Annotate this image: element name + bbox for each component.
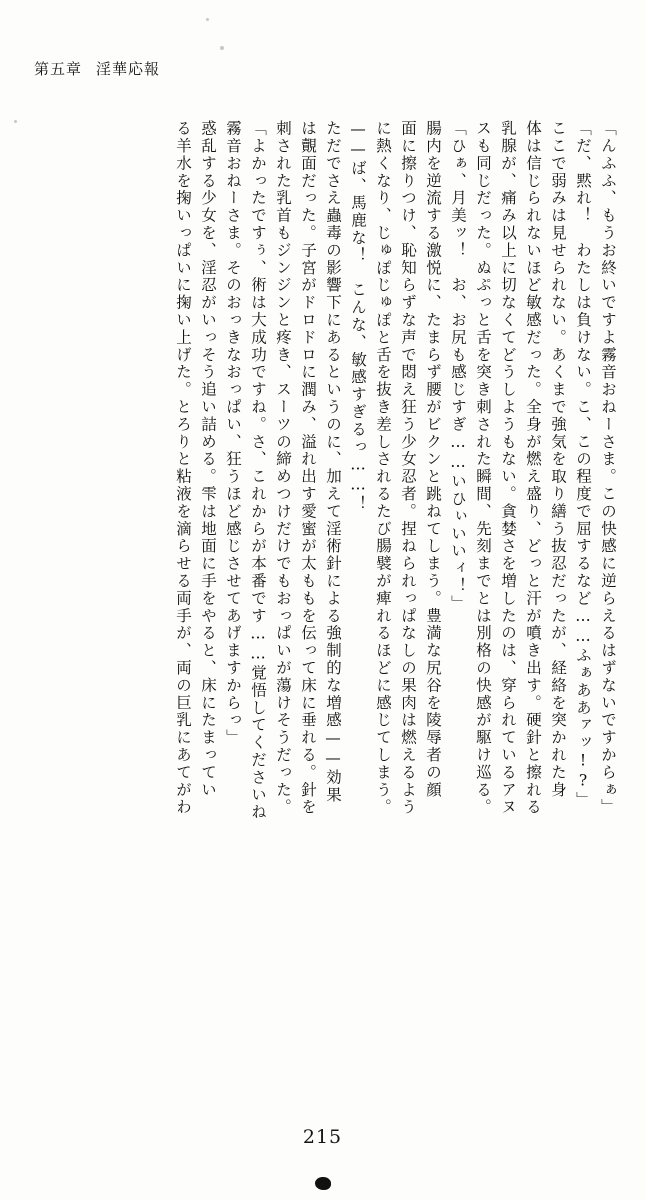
text-column: 体は信じられないほど敏感だった。全身が燃え盛り、どっと汗が噴き出す。硬針と擦れる xyxy=(524,120,542,816)
paper-speck xyxy=(14,120,17,123)
text-column: 乳腺が、痛み以上に切なくてどうしようもない。貪婪さを増したのは、穿られているアヌ xyxy=(499,120,517,816)
text-column: 「よかったですぅ、術は大成功ですね。さ、これからが本番です……覚悟してくださいね xyxy=(249,120,267,821)
text-column: ——ば、馬鹿な！ こんな、敏感すぎるっ……！ xyxy=(349,120,367,513)
chapter-number: 第五章 xyxy=(34,60,83,78)
text-column: る羊水を掬いっぱいに掬い上げた。とろりと粘液を滴らせる両手が、両の巨乳にあてがわ xyxy=(174,120,192,816)
chapter-title: 淫華応報 xyxy=(96,60,161,78)
page-number: 215 xyxy=(302,1126,343,1148)
text-column: 「ひぁ、月美ッ！ お、お尻も感じすぎ……いひぃいいィ！」 xyxy=(449,120,467,613)
ink-blot-decoration xyxy=(315,1177,331,1190)
text-column: 「だ、黙れ！ わたしは負けない。こ、この程度で屈するなど……ふぁああァッ!?」 xyxy=(574,120,592,809)
text-column: ただでさえ蟲毒の影響下にあるというのに、加えて淫術針による強制的な増感——効果 xyxy=(324,120,342,804)
text-column: 面に擦りつけ、恥知らずな声で悶え狂う少女忍者。捏ねられっぱなしの果肉は燃えるよう xyxy=(399,120,417,816)
text-column: 刺された乳首もジンジンと疼き、スーツの締めつけだけでもおっぱいが蕩けそうだった。 xyxy=(274,120,292,816)
text-column: スも同じだった。ぬぷっと舌を突き刺された瞬間、先刻までとは別格の快感が駆け巡る。 xyxy=(474,120,492,816)
paper-speck xyxy=(206,18,209,21)
vertical-body-text xyxy=(165,120,615,1000)
text-column: 霧音おねーさま。そのおっきなおっぱい、狂うほど感じさせてあげますからっ」 xyxy=(224,120,242,747)
text-column: 腸内を逆流する激悦に、たまらず腰がビクンと跳ねてしまう。豊満な尻谷を陵辱者の顔 xyxy=(424,120,442,799)
text-column: ここで弱みは見せられない。あくまで強気を取り繕う抜忍だったが、経絡を突かれた身 xyxy=(549,120,567,799)
running-head xyxy=(34,58,160,79)
text-column: 「んふふ、もうお終いですよ霧音おねーさま。この快感に逆らえるはずないですからぁ」 xyxy=(599,120,617,816)
text-column: 惑乱する少女を、淫忍がいっそう追い詰める。雫は地面に手をやると、床にたまってい xyxy=(199,120,217,799)
paper-speck xyxy=(220,46,224,50)
text-column: は覿面だった。子宮がドロドロに潤み、溢れ出す愛蜜が太ももを伝って床に垂れる。針を xyxy=(299,120,317,816)
text-column: に熱くなり、じゅぽじゅぽと舌を抜き差しされるたび腸襞が痺れるほどに感じてしまう。 xyxy=(374,120,392,816)
